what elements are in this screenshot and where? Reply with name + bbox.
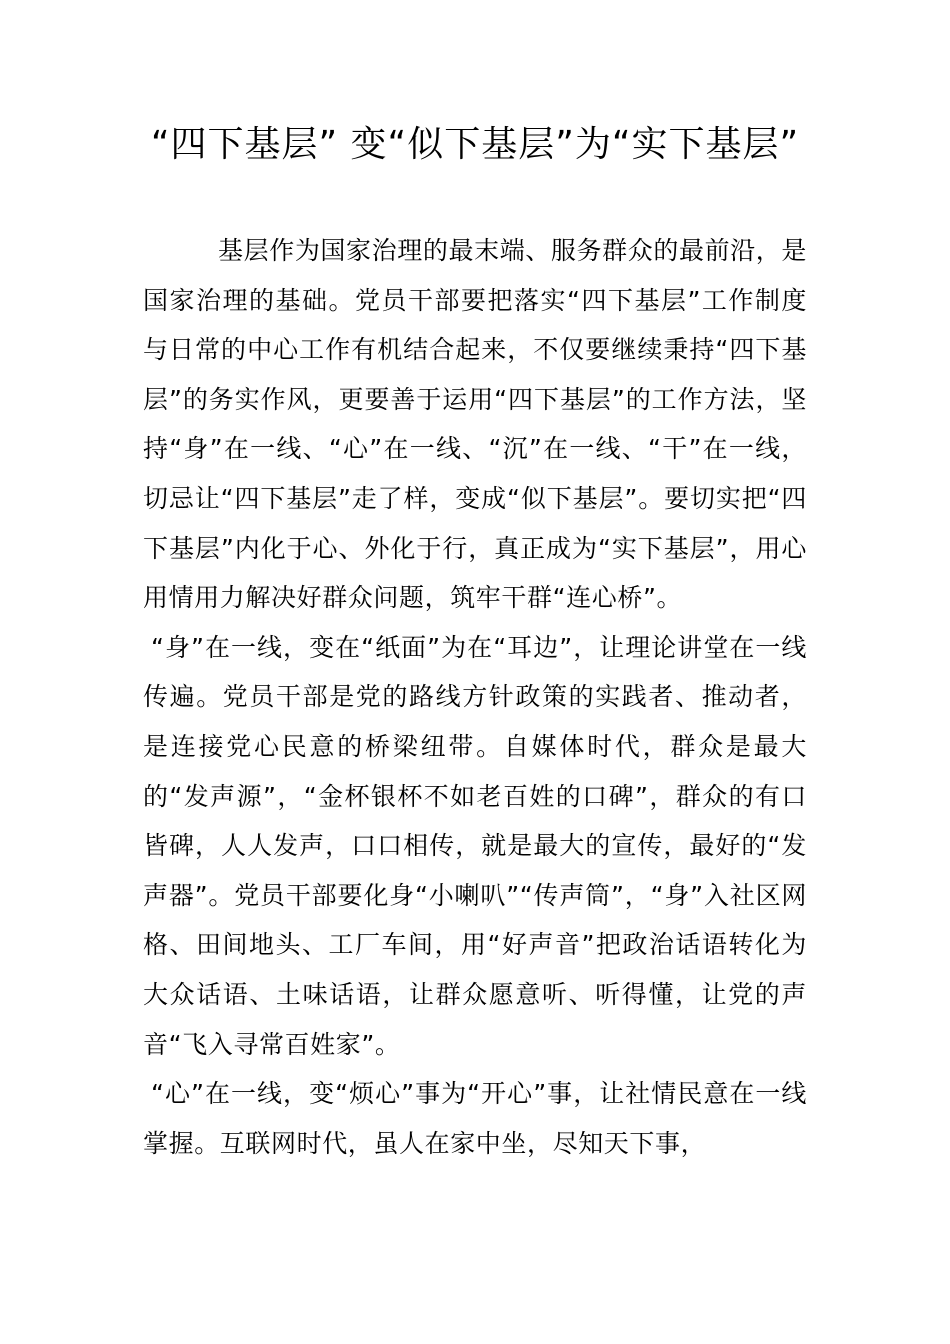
paragraph-intro: 基层作为国家治理的最末端、服务群众的最前沿，是国家治理的基础。党员干部要把落实“四下基层”工作制度与日常的中心工作有机结合起来，不仅要继续秉持“四下基层”的务实作风，更要善于运用“四下基层”的工作方法，坚持“身”在一线、“心”在一线、“沉”在一线、“干”在一线，切忌让“四下基层”走了样，变成“似下基层”。要切实把“四下基层”内化于心、外化于行，真正成为“实下基层”，用心用情用力解决好群众问题，筑牢干群“连心桥”。	[143, 236, 807, 613]
document-title: “四下基层” 变“似下基层”为“实下基层”	[150, 124, 800, 165]
paragraph-body-in-frontline: “身”在一线，变在“纸面”为在“耳边”，让理论讲堂在一线传遍。党员干部是党的路线方针政策的实践者、推动者，是连接党心民意的桥梁纽带。自媒体时代，群众是最大的“发声源”，“金杯银杯不如老百姓的口碑”，群众的有口皆碑，人人发声，口口相传，就是最大的宣传，最好的“发声器”。党员干部要化身“小喇叭”“传声筒”，“身”入社区网格、田间地头、工厂车间，用“好声音”把政治话语转化为大众话语、土味话语，让群众愿意听、听得懂，让党的声音“飞入寻常百姓家”。	[143, 632, 807, 1059]
document-body	[143, 226, 807, 1168]
paragraph-heart-in-frontline: “心”在一线，变“烦心”事为“开心”事，让社情民意在一线掌握。互联网时代，虽人在家中坐，尽知天下事，	[143, 1079, 807, 1158]
